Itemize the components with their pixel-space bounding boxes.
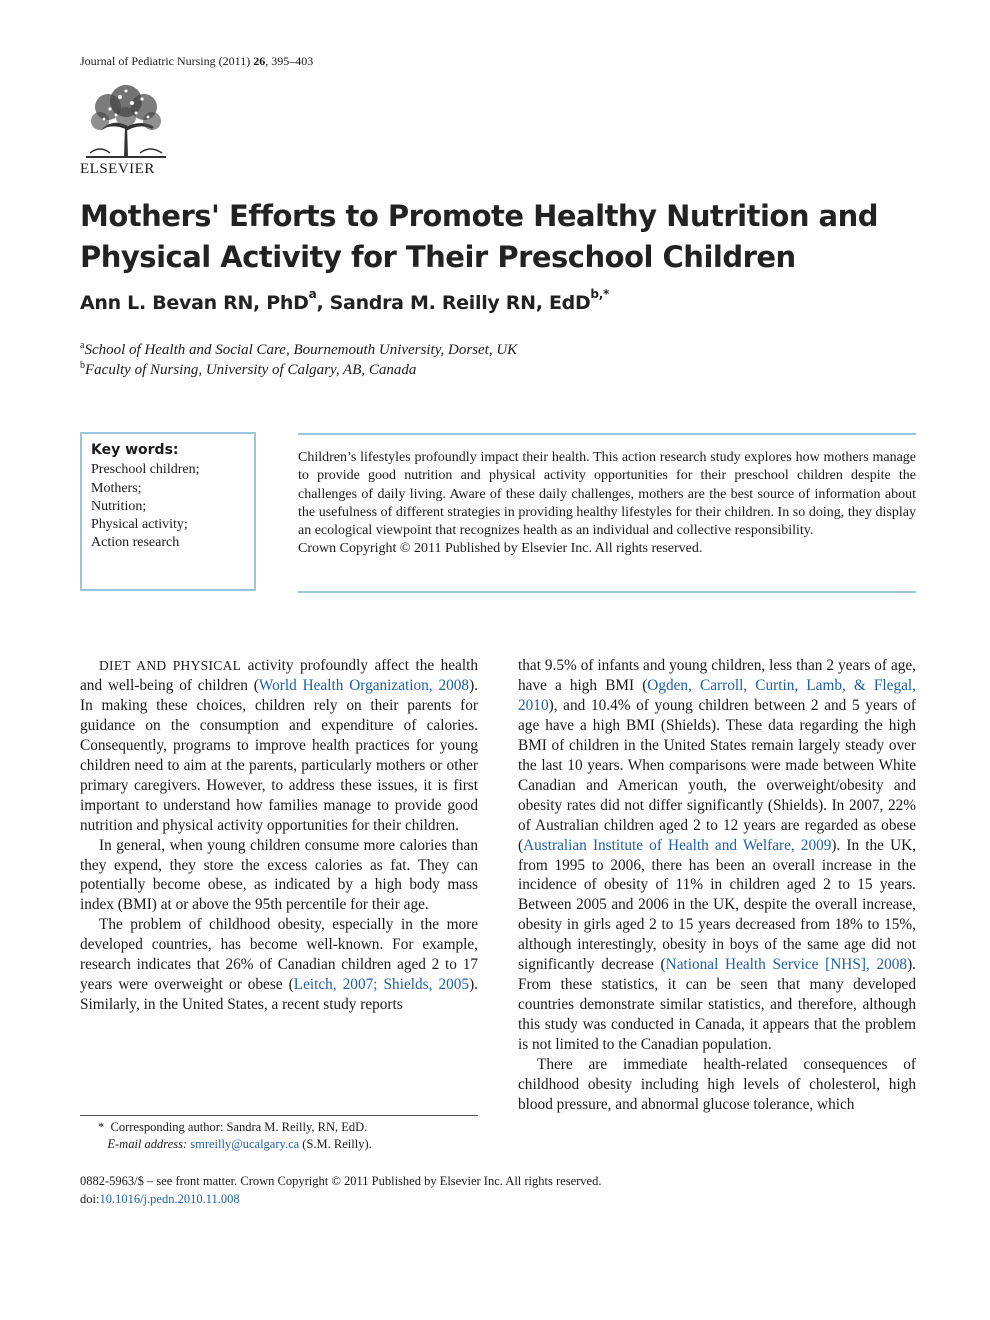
footnote-corresponding: * Corresponding author: Sandra M. Reilly, RN, EdD. (98, 1120, 368, 1134)
email-link[interactable]: smreilly@ucalgary.ca (190, 1137, 300, 1151)
paragraph: There are immediate health-related consequences of childhood obesity including high levels of cholesterol, high blood pressure, and abnormal glucose tolerance, which (518, 1056, 916, 1113)
author-reilly-affil[interactable]: b,* (590, 287, 609, 301)
affiliation-b: $^b$Faculty of Nursing, University of Calgary, AB, Canada (80, 360, 417, 378)
citation-link[interactable]: Australian Institute of Health and Welfare, 2009 (523, 836, 832, 854)
keyword-item: Preschool children; (91, 462, 200, 478)
abstract-copyright: Crown Copyright © 2011 Published by Elsevier Inc. All rights reserved. (298, 541, 703, 557)
abstract (298, 433, 916, 593)
doi-link[interactable]: 10.1016/j.pedn.2010.11.008 (99, 1192, 240, 1206)
elsevier-wordmark: ELSEVIER (80, 161, 155, 177)
journal-citation (80, 54, 313, 69)
elsevier-logo (80, 79, 172, 181)
citation-link[interactable]: Ogden, Carroll, Curtin, Lamb, & Flegal, 2010 (518, 676, 916, 714)
keyword-item: Mothers; (91, 480, 142, 496)
paragraph: In general, when young children consume more calories than they expend, they store the excess calories as fat. They can potentially become obese, as indicated by a high body mass index (BMI) at or above the 95th percentile for their age. (80, 836, 478, 914)
author-list (80, 287, 609, 314)
abstract-text: Children’s lifestyles profoundly impact their health. This action research study explores how mothers manage to provide good nutrition and physical activity opportunities for their preschool children despite the challenges of daily living. Aware of these daily challenges, mothers are the best source of information about the usefulness of different strategies in providing healthy lifestyles for their children. In so doing, they display an ecological viewpoint that recognizes health as an individual and collective responsibility. (298, 450, 916, 539)
journal-volume: 26 (253, 54, 266, 68)
author-bevan: Ann L. Bevan RN, PhD (80, 292, 309, 314)
footnote-star: * (98, 1120, 105, 1134)
tree-icon (80, 79, 172, 159)
citation-link[interactable]: National Health Service [NHS], 2008 (665, 956, 908, 974)
keyword-item: Action research (91, 535, 180, 551)
doi-line: doi:10.1016/j.pedn.2010.11.008 (80, 1192, 240, 1206)
keywords-box (80, 432, 256, 591)
lead-in: DIET AND PHYSICAL (99, 658, 242, 673)
body-column-left (80, 656, 478, 1015)
article-title: Mothers' Efforts to Promote Healthy Nutrition and Physical Activity for Their Preschool Children (80, 199, 879, 274)
author-bevan-affil[interactable]: a (308, 287, 317, 301)
journal-name: Journal of Pediatric Nursing (2011) (80, 54, 251, 68)
keyword-item: Physical activity; (91, 517, 188, 533)
paragraph: The problem of childhood obesity, especially in the more developed countries, has become well-known. For example, research indicates that 26% of Canadian children aged 2 to 17 years were overweight or obese (Leitch, 2007; Shields, 2005). Similarly, in the United States, a recent study reports (80, 916, 478, 1014)
keyword-item: Nutrition; (91, 498, 147, 514)
front-matter-footer (80, 1172, 601, 1208)
citation-link[interactable]: World Health Organization, 2008 (258, 676, 470, 694)
author-reilly: Sandra M. Reilly RN, EdD (329, 292, 591, 314)
journal-pages: , 395–403 (265, 54, 314, 68)
keywords-title: Key words: (91, 442, 179, 458)
body-column-right (518, 656, 916, 1115)
affiliation-a: $^a$School of Health and Social Care, Bournemouth University, Dorset, UK (80, 340, 518, 358)
citation-link[interactable]: Leitch, 2007; Shields, 2005 (293, 976, 470, 994)
footnote (80, 1119, 478, 1153)
issn-line: 0882-5963/$ – see front matter. Crown Copyright © 2011 Published by Elsevier Inc. All rights reserved. (80, 1174, 602, 1188)
paragraph: that 9.5% of infants and young children, less than 2 years of age, have a high BMI (Ogden, Carroll, Curtin, Lamb, & Flegal, 2010), and 10.4% of young children between 2 and 5 years of age have a high BMI (Shields). These data regarding the high BMI of children in the United States remain largely steady over the last 10 years. When comparisons were made between White Canadian and American youth, the overweight/obesity and obesity rates did not differ significantly (Shields). In 2007, 22% of Australian children aged 2 to 12 years are regarded as obese (Australian Institute of Health and Welfare, 2009). In the UK, from 1995 to 2006, there has been an overall increase in the incidence of obesity of 11% in children aged 2 to 15 years. Between 2005 and 2006 in the UK, despite the overall increase, obesity in girls aged 2 to 15 years decreased from 18% to 15%, although interestingly, obesity in boys of the same age did not significantly decrease (National Health Service [NHS], 2008). From these statistics, it can be seen that many developed countries demonstrate similar statistics, and therefore, although this study was conducted in Canada, it appears that the problem is not limited to the Canadian population. (518, 657, 916, 1054)
footnote-rule (80, 1115, 478, 1116)
footnote-email: E-mail address: smreilly@ucalgary.ca (S.M. Reilly). (107, 1137, 372, 1151)
author-separator: , (316, 292, 330, 314)
paragraph: DIET AND PHYSICAL activity profoundly affect the health and well-being of children (World Health Organization, 2008). In making these choices, children rely on their parents for guidance on the consumption and expenditure of calories. Consequently, programs to improve health practices for young children need to aim at the parents, particularly mothers or other primary caregivers. However, to address these issues, it is first important to understand how families manage to provide good nutrition and physical activity opportunities for their children. (80, 657, 478, 834)
